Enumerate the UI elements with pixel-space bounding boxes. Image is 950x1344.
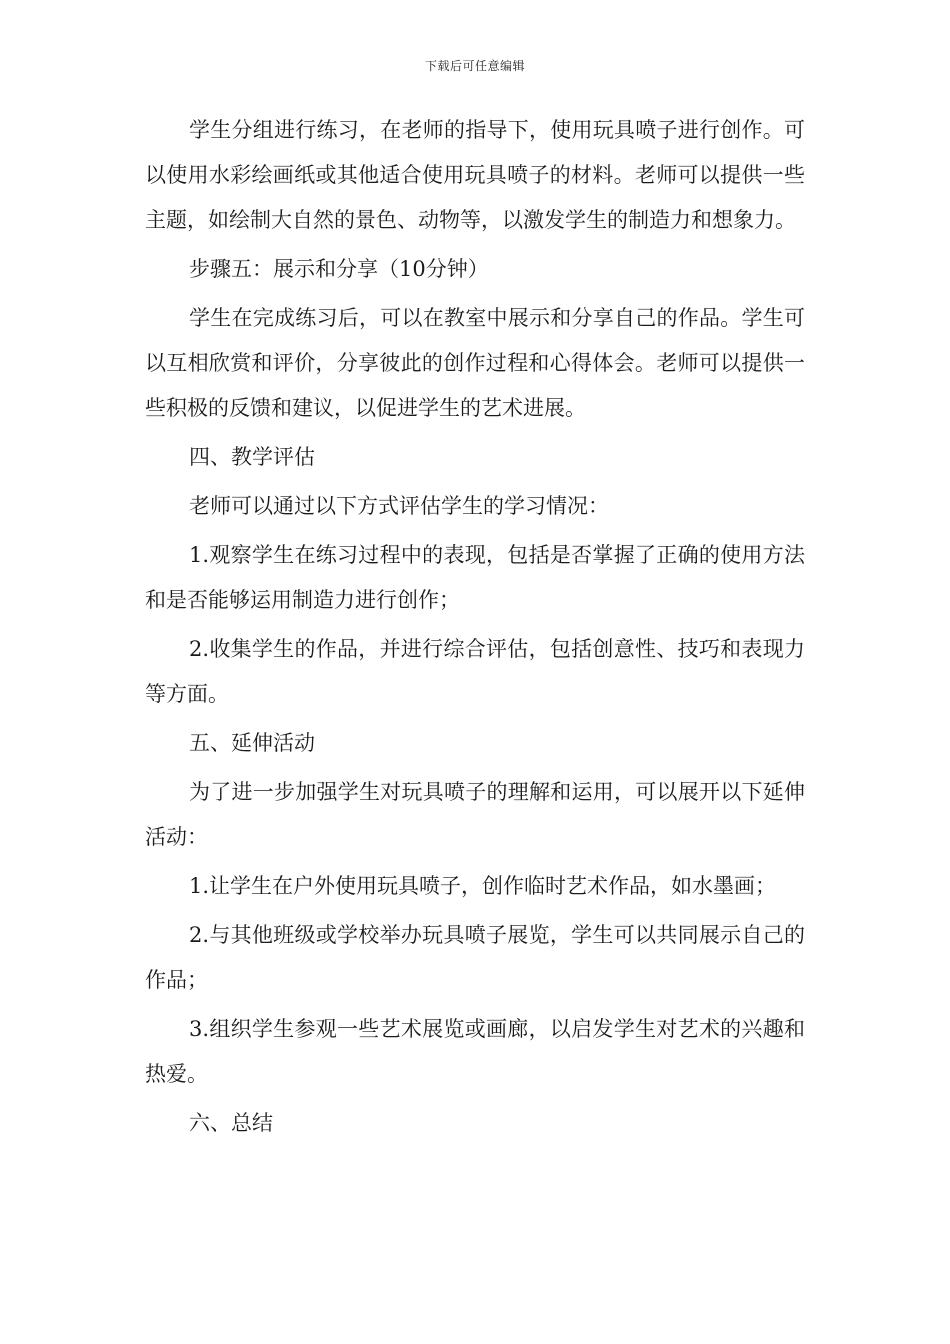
paragraph-practice: 学生分组进行练习，在老师的指导下，使用玩具喷子进行创作。可以使用水彩绘画纸或其他适合使用玩具喷子的材料。老师可以提供一些主题，如绘制大自然的景色、动物等，以激发学生的制造力和想象力。 <box>145 118 805 232</box>
paragraph-share: 学生在完成练习后，可以在教室中展示和分享自己的作品。学生可以互相欣赏和评价，分享彼此的创作过程和心得体会。老师可以提供一些积极的反馈和建议，以促进学生的艺术进展。 <box>145 306 805 420</box>
page-header: 下载后可任意编辑 <box>424 59 525 73</box>
list-item-extension-3: 3.组织学生参观一些艺术展览或画廊，以启发学生对艺术的兴趣和热爱。 <box>145 1017 805 1086</box>
list-item-extension-2: 2.与其他班级或学校举办玩具喷子展览，学生可以共同展示自己的作品； <box>145 923 805 992</box>
list-item-evaluation-1: 1.观察学生在练习过程中的表现，包括是否掌握了正确的使用方法和是否能够运用制造力进行创作； <box>145 543 805 612</box>
heading-summary: 六、总结 <box>189 1111 273 1135</box>
list-item-extension-1: 1.让学生在户外使用玩具喷子，创作临时艺术作品，如水墨画； <box>189 874 777 898</box>
heading-step-five: 步骤五：展示和分享（10分钟） <box>189 257 489 281</box>
document-body <box>145 108 805 1150</box>
heading-extension: 五、延伸活动 <box>189 731 315 755</box>
paragraph-extension-intro: 为了进一步加强学生对玩具喷子的理解和运用，可以展开以下延伸活动： <box>145 780 805 849</box>
heading-evaluation: 四、教学评估 <box>189 445 315 469</box>
paragraph-evaluation-intro: 老师可以通过以下方式评估学生的学习情况： <box>189 494 609 518</box>
list-item-evaluation-2: 2.收集学生的作品，并进行综合评估，包括创意性、技巧和表现力等方面。 <box>145 637 805 706</box>
